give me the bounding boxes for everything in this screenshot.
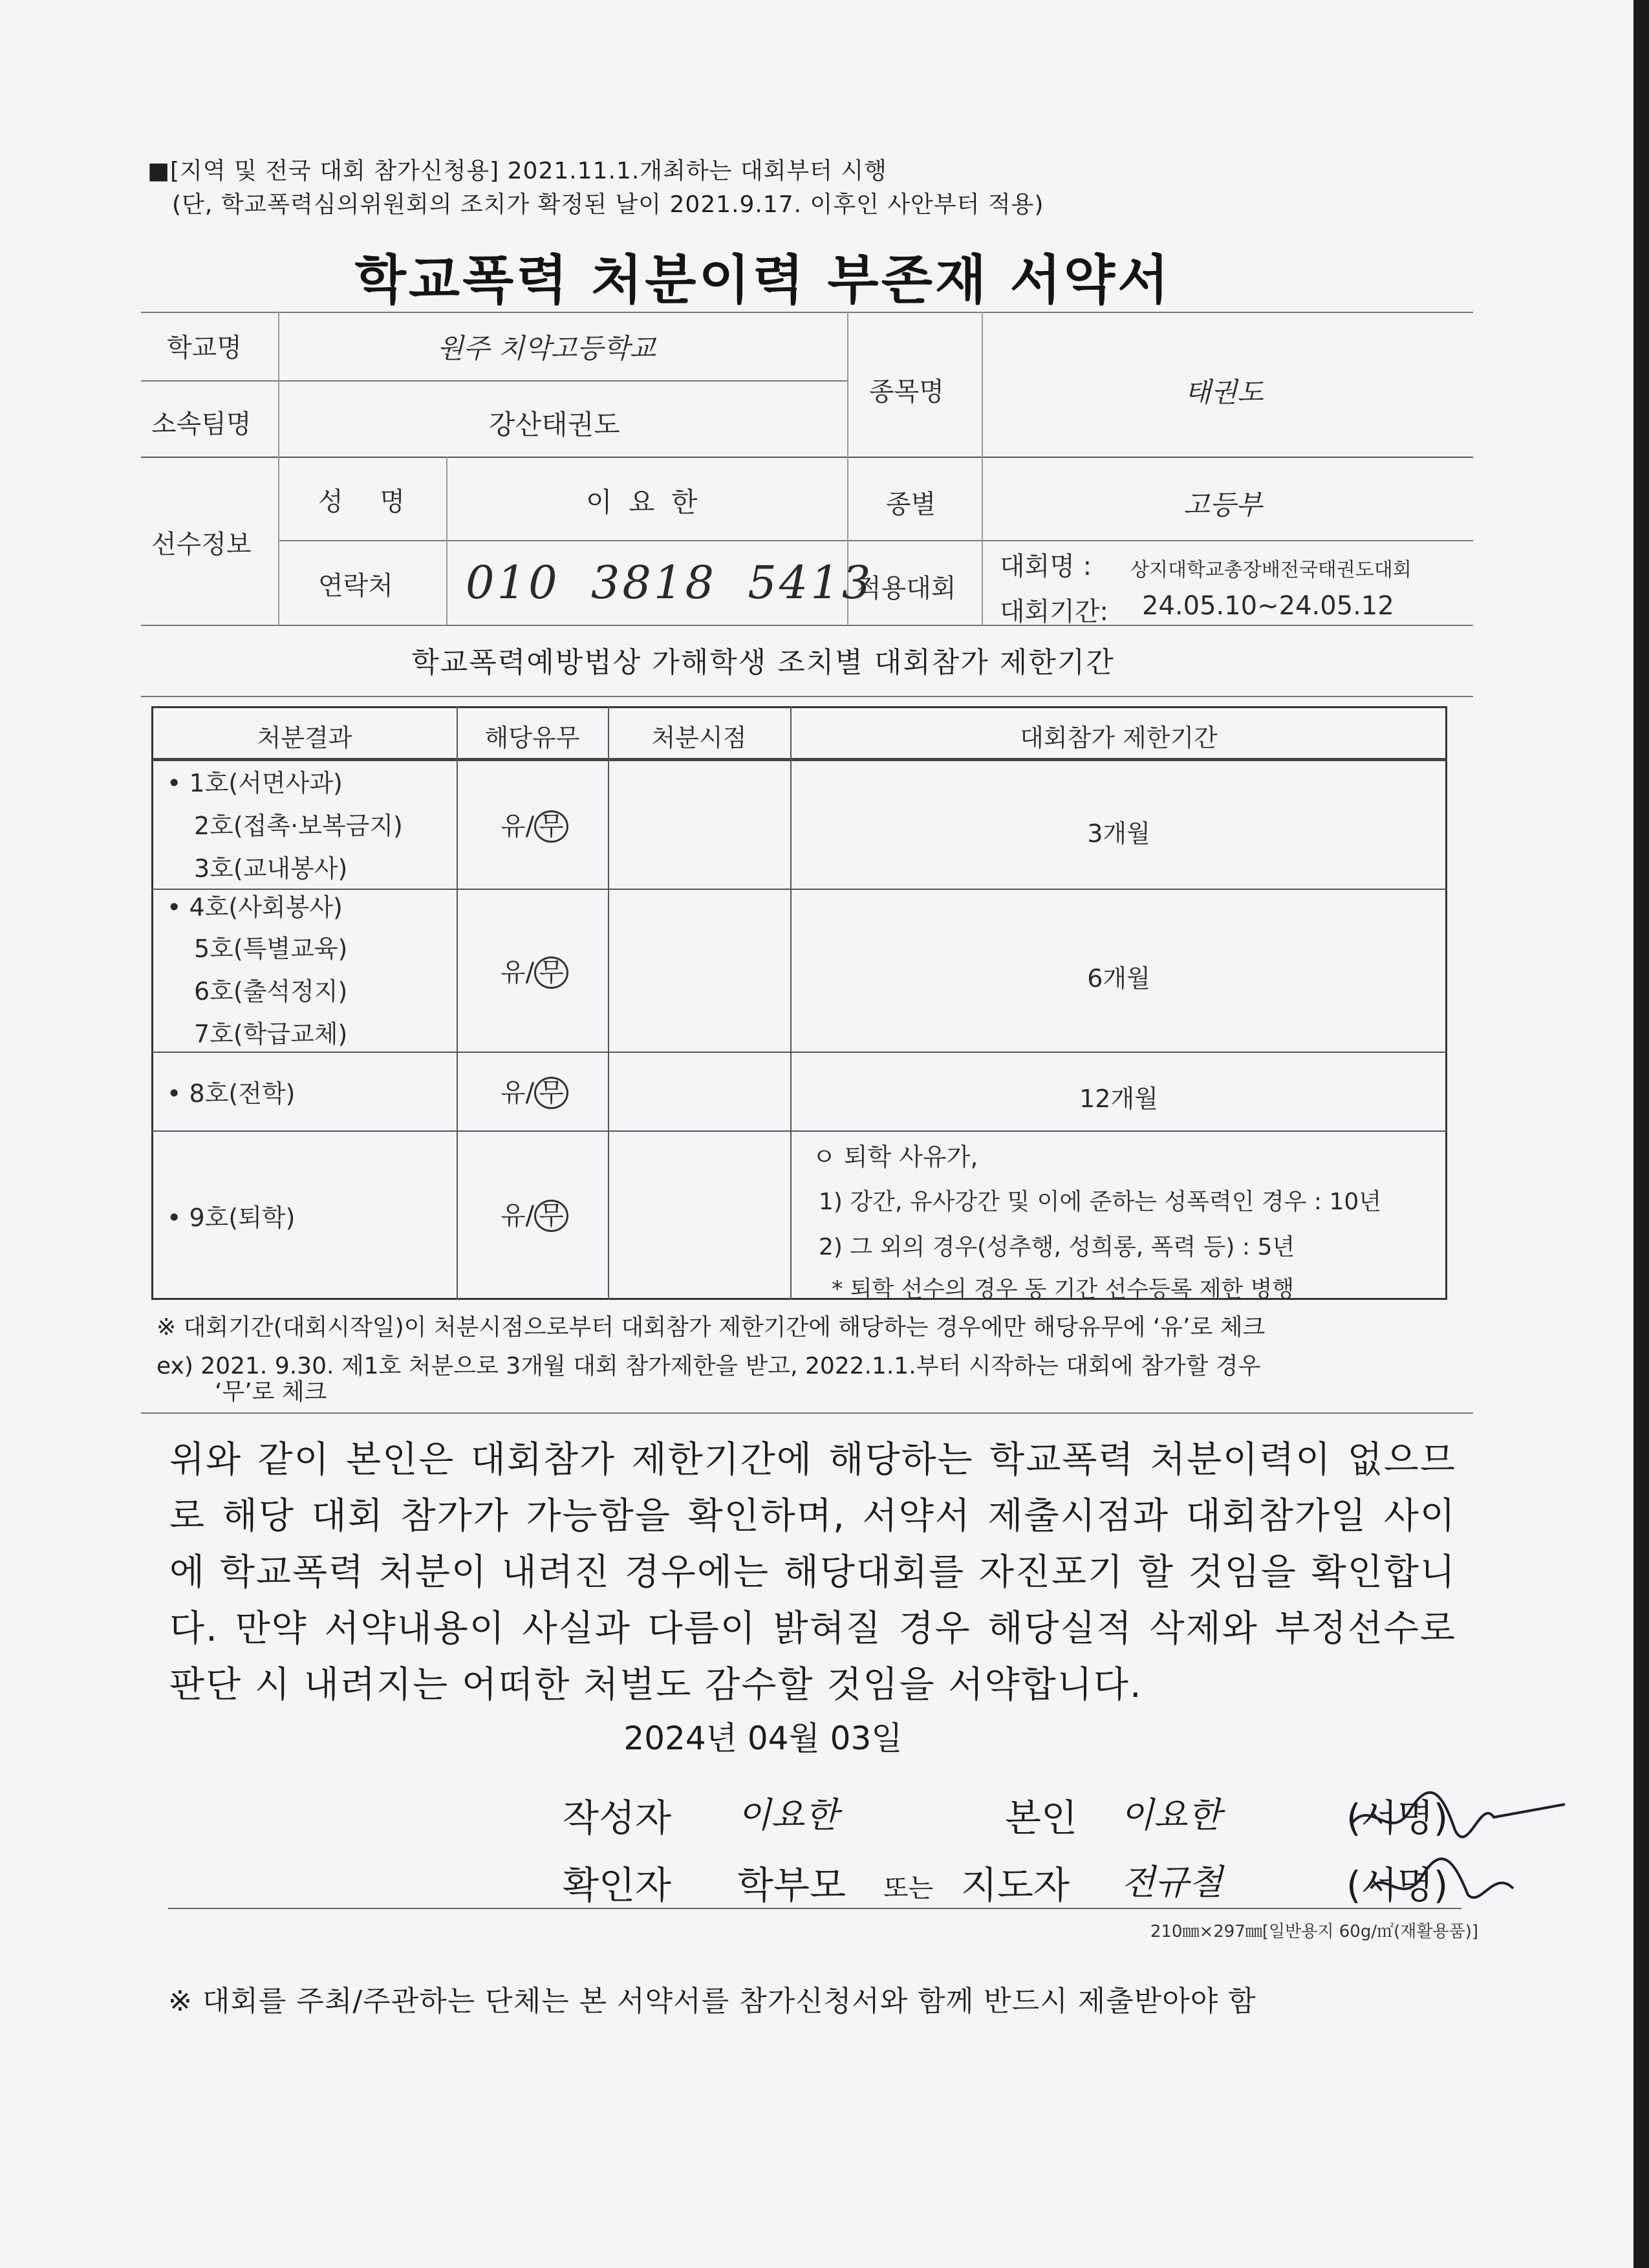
selected-option: 무 bbox=[534, 956, 568, 989]
name-value: 이 요 한 bbox=[586, 486, 702, 518]
footer-note: ※ 대회를 주최/주관하는 단체는 본 서약서를 참가신청서와 함께 반드시 제출받아야 함 bbox=[168, 1985, 1256, 2018]
signing-date: 2024년 04월 03일 bbox=[623, 1720, 903, 1757]
rule bbox=[141, 625, 1473, 626]
rule bbox=[151, 1052, 1447, 1053]
sanction-item: • 1호(서면사과) bbox=[167, 769, 343, 797]
restriction-period: 12개월 bbox=[1079, 1085, 1158, 1113]
yn-mark: 유/ 무 bbox=[501, 952, 568, 989]
oath-text: 위와 같이 본인은 대회참가 제한기간에 해당하는 학교폭력 처분이력이 없으므로 해당 대회 참가가 가능함을 확인하며, 서약서 제출시점과 대회참가일 사이에 학교폭력 처분이 내려진 경우에는 해당대회를 자진포기 할 것임을 확인합니다. 만약 서약내용이 사실과 다름이 밝혀질 경우 해당실적 삭제와 부정선수로 판단 시 내려지는 어떠한 처벌도 감수할 것임을 서약합니다. bbox=[169, 1439, 1456, 1706]
header-result: 처분결과 bbox=[257, 724, 352, 752]
expulsion-condition: 1) 강간, 유사강간 및 이에 준하는 성폭력인 경우 : 10년 bbox=[819, 1189, 1382, 1215]
rule bbox=[790, 706, 792, 1300]
coach-sign-placeholder: (서명) bbox=[1346, 1863, 1449, 1907]
restriction-period: 3개월 bbox=[1087, 819, 1150, 848]
note-3: ‘무’로 체크 bbox=[215, 1379, 327, 1405]
yn-mark: 유/ 무 bbox=[501, 1195, 568, 1232]
note-2: ex) 2021. 9.30. 제1호 처분으로 3개월 대회 참가제한을 받고, 2022.1.1.부터 시작하는 대회에 참가할 경우 bbox=[156, 1353, 1261, 1379]
paper-spec: 210㎜×297㎜[일반용지 60g/㎡(재활용품)] bbox=[1150, 1922, 1478, 1941]
contact-label: 연락처 bbox=[318, 571, 393, 601]
division-value: 고등부 bbox=[1183, 489, 1262, 521]
self-value: 이요한 bbox=[1120, 1795, 1222, 1835]
player-info-label: 선수정보 bbox=[151, 530, 252, 559]
sanction-item: • 8호(전학) bbox=[167, 1079, 296, 1108]
expulsion-condition: ㅇ 퇴학 사유가, bbox=[812, 1143, 978, 1171]
scan-edge bbox=[1633, 0, 1649, 2268]
selected-option: 무 bbox=[534, 1077, 568, 1109]
header-applicable: 해당유무 bbox=[484, 724, 580, 752]
sanction-item: • 9호(퇴학) bbox=[167, 1204, 296, 1232]
rule bbox=[141, 696, 1473, 697]
rule bbox=[168, 1908, 1461, 1909]
sanction-table-subtitle: 학교폭력예방법상 가해학생 조치별 대회참가 제한기간 bbox=[411, 646, 1115, 679]
confirmer-label: 확인자 bbox=[563, 1863, 672, 1907]
rule bbox=[278, 540, 1473, 541]
sport-label: 종목명 bbox=[869, 377, 944, 407]
sport-value: 태권도 bbox=[1185, 376, 1264, 408]
note-1: ※ 대회기간(대회시작일)이 처분시점으로부터 대회참가 제한기간에 해당하는 경우에만 해당유무에 ‘유’로 체크 bbox=[156, 1314, 1266, 1341]
expulsion-condition: * 퇴학 선수의 경우 동 기간 선수등록 제한 병행 bbox=[832, 1277, 1295, 1302]
event-period-value: 24.05.10~24.05.12 bbox=[1142, 591, 1394, 621]
sanction-item: 6호(출석정지) bbox=[194, 977, 348, 1006]
selected-option: 무 bbox=[534, 1200, 568, 1232]
rule bbox=[982, 312, 983, 625]
yn-mark: 유/ 무 bbox=[501, 806, 568, 843]
rule bbox=[446, 457, 447, 625]
event-label: 적용대회 bbox=[856, 574, 956, 603]
header-sanction-date: 처분시점 bbox=[651, 724, 747, 752]
header-line-1: ■[지역 및 전국 대회 참가신청용] 2021.11.1.개최하는 대회부터 시행 bbox=[147, 158, 887, 184]
or-label: 또는 bbox=[883, 1874, 934, 1903]
event-name-value: 상지대학교총장배전국태권도대회 bbox=[1130, 559, 1412, 581]
header-line-2: (단, 학교폭력심의위원회의 조치가 확정된 날이 2021.9.17. 이후인 사안부터 적용) bbox=[172, 191, 1044, 218]
name-label: 성 명 bbox=[318, 487, 419, 517]
sanction-item: 7호(학급교체) bbox=[194, 1020, 348, 1048]
handwritten-signature bbox=[1332, 1772, 1578, 1921]
contact-value: 010 3818 5413 bbox=[466, 556, 874, 609]
restriction-period: 6개월 bbox=[1087, 964, 1150, 993]
rule bbox=[141, 312, 1473, 313]
writer-value: 이요한 bbox=[737, 1795, 839, 1835]
rule bbox=[151, 758, 1447, 761]
rule bbox=[457, 706, 458, 1300]
sanction-item: 2호(접촉·보복금지) bbox=[194, 812, 403, 840]
selected-option: 무 bbox=[534, 810, 568, 843]
school-label: 학교명 bbox=[167, 333, 242, 363]
writer-label: 작성자 bbox=[563, 1796, 672, 1840]
self-label: 본인 bbox=[1005, 1796, 1078, 1840]
rule bbox=[141, 457, 1473, 458]
coach-label: 지도자 bbox=[961, 1863, 1070, 1907]
rule bbox=[141, 1412, 1473, 1414]
team-value: 강산태권도 bbox=[489, 409, 620, 440]
expulsion-condition: 2) 그 외의 경우(성추행, 성희롱, 폭력 등) : 5년 bbox=[819, 1234, 1295, 1260]
self-sign-placeholder: (서명) bbox=[1346, 1796, 1449, 1840]
division-label: 종별 bbox=[886, 490, 936, 519]
rule bbox=[141, 380, 847, 382]
sanction-item: 5호(특별교육) bbox=[194, 934, 348, 963]
rule bbox=[151, 889, 1447, 890]
header-restriction-period: 대회참가 제한기간 bbox=[1020, 724, 1218, 752]
rule bbox=[278, 312, 279, 625]
event-period-label: 대회기간: bbox=[1000, 597, 1109, 627]
document-title: 학교폭력 처분이력 부존재 서약서 bbox=[354, 250, 1172, 311]
sanction-item: 3호(교내봉사) bbox=[194, 854, 348, 883]
school-value: 원주 치악고등학교 bbox=[437, 332, 656, 364]
event-name-label: 대회명 : bbox=[1000, 552, 1092, 581]
coach-value: 전규철 bbox=[1121, 1862, 1223, 1903]
rule bbox=[151, 1130, 1447, 1132]
team-label: 소속팀명 bbox=[151, 409, 252, 439]
yn-mark: 유/ 무 bbox=[501, 1072, 568, 1109]
parent-label: 학부모 bbox=[737, 1863, 846, 1907]
rule bbox=[608, 706, 609, 1300]
sanction-item: • 4호(사회봉사) bbox=[167, 893, 343, 922]
